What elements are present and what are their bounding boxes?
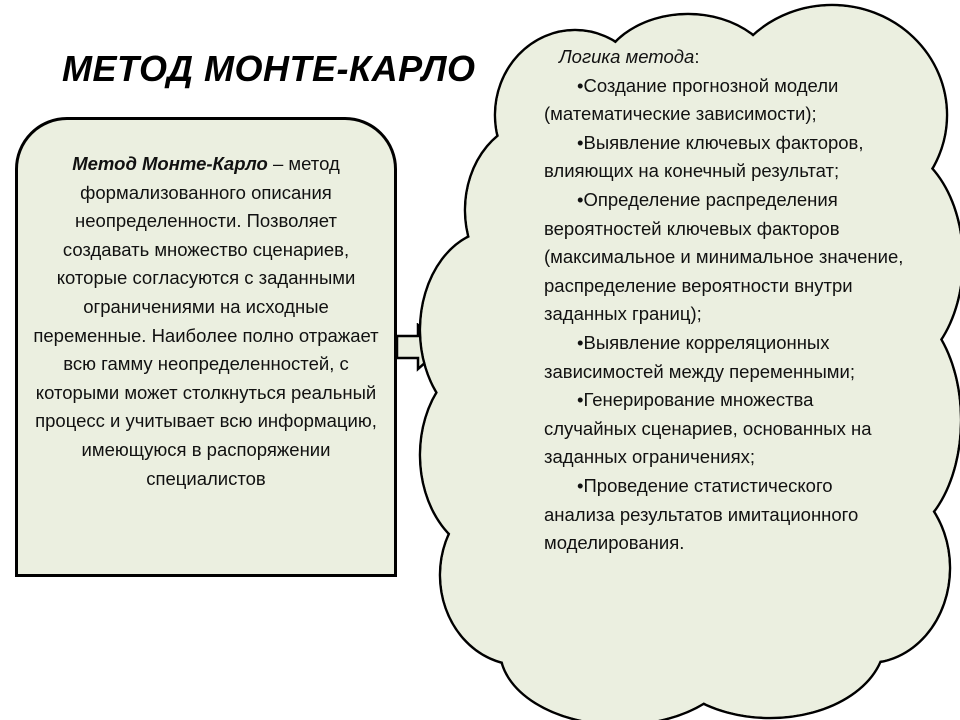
bullet-icon: • (577, 74, 584, 96)
logic-item-text: Выявление корреляционных зависимостей между переменными; (544, 331, 855, 382)
logic-item (544, 129, 904, 186)
logic-item (544, 329, 904, 386)
logic-list (544, 72, 904, 558)
logic-item (544, 186, 904, 329)
logic-heading: Логика метода: (559, 46, 700, 67)
bullet-icon: • (577, 331, 584, 353)
logic-item (544, 472, 904, 558)
logic-text (544, 43, 904, 558)
logic-item-text: Определение распределения вероятностей ключевых факторов (максимальное и минимальное значение, распределение вероятности внутри заданных границ); (544, 188, 904, 325)
logic-item-text: Создание прогнозной модели (математические зависимости); (544, 74, 839, 125)
logic-item (544, 386, 904, 472)
bullet-icon: • (577, 188, 584, 210)
logic-item-text: Генерирование множества случайных сценариев, основанных на заданных ограничениях; (544, 389, 872, 468)
logic-item (544, 72, 904, 129)
definition-term: Метод Монте-Карло (72, 153, 268, 174)
bullet-icon: • (577, 131, 584, 153)
slide-title: МЕТОД МОНТЕ-КАРЛО (62, 48, 476, 89)
logic-item-text: Выявление ключевых факторов, влияющих на конечный результат; (544, 131, 864, 182)
logic-item-text: Проведение статистического анализа результатов имитационного моделирования. (544, 474, 859, 554)
bullet-icon: • (577, 389, 584, 411)
bullet-icon: • (577, 474, 584, 496)
definition-body: – метод формализованного описания неопределенности. Позволяет создавать множество сценариев, которые согласуются с заданными ограничениями на исходные переменные. Наиболее полно отражает всю гамму неопределенностей, с которыми может столкнуться реальный процесс и учитывает всю информацию, имеющуюся в распоряжении специалистов (33, 153, 379, 489)
